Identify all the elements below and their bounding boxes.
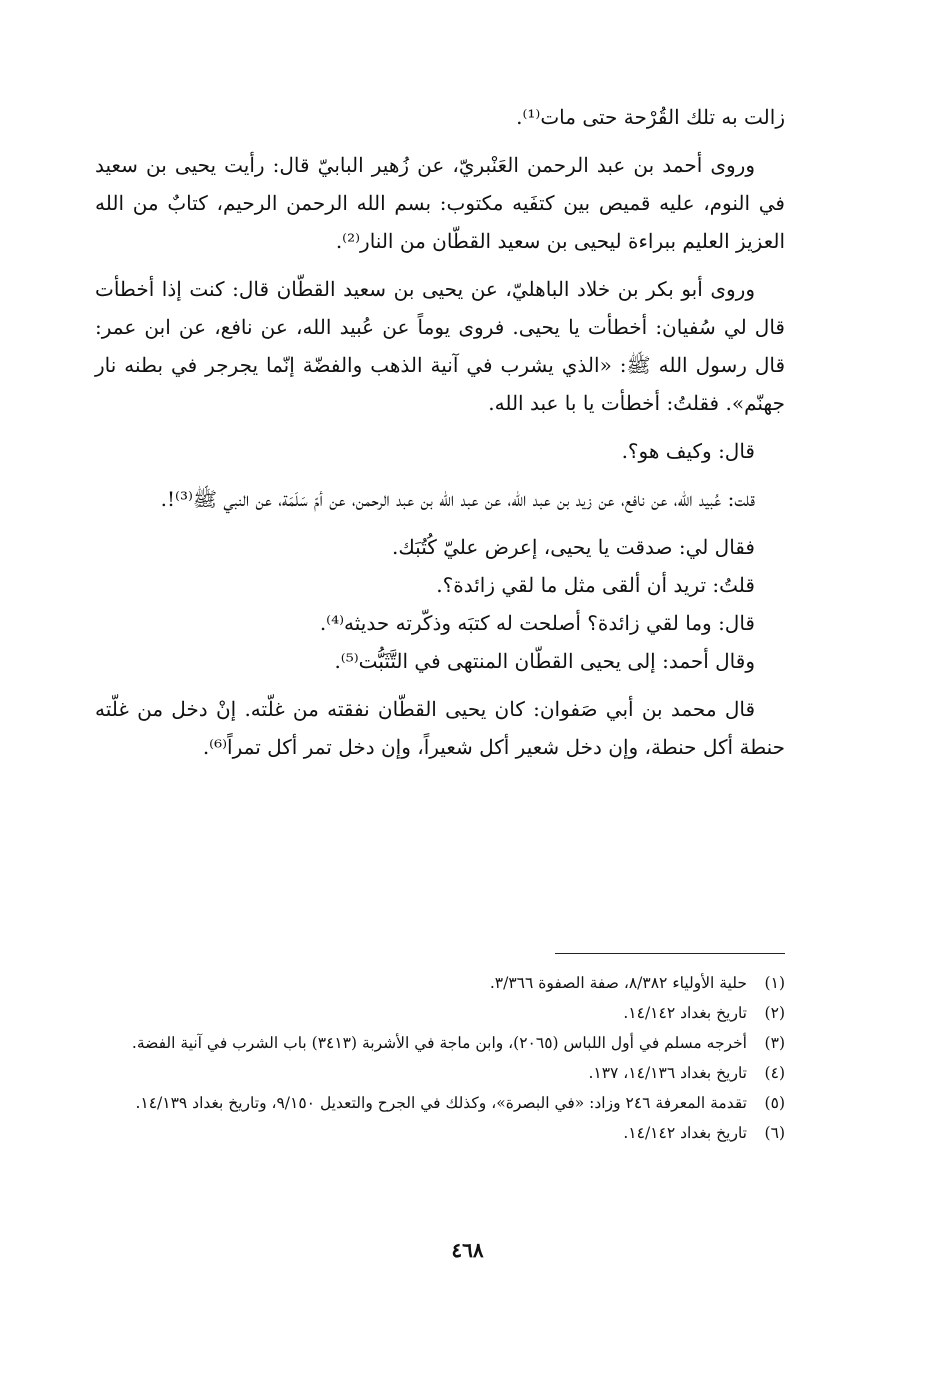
footnote-number: (٦): [764, 1124, 785, 1142]
footnote-text: تاريخ بغداد ١٤/١٤٢.: [623, 1124, 747, 1142]
footnote-6: [95, 1118, 785, 1148]
paragraph-5: قال محمد بن أبي صَفوان: كان يحيى القطّان نفقته من غلّته. إنْ دخل من غلّته حنطة أكل حنطة، وإن دخل شعير أكل شعيراً، وإن دخل تمر أكل تمراً⁽⁶⁾.: [95, 697, 785, 759]
dialogue-line-1: قال: وكيف هو؟.: [621, 439, 755, 463]
footnote-number: (٤): [764, 1064, 785, 1082]
paragraph-1: زالت به تلك القُرْحة حتى مات⁽¹⁾.: [516, 105, 785, 129]
dialogue-line-3: قلتُ: تريد أن ألقى مثل ما لقي زائدة؟.: [436, 573, 755, 597]
dialogue-line-5: وقال أحمد: إلى يحيى القطّان المنتهى في التَّثَبُّت⁽⁵⁾.: [334, 649, 755, 673]
footnote-number: (٣): [764, 1034, 785, 1052]
dialogue-line-4: قال: وما لقي زائدة؟ أصلحت له كتبَه وذكّرته حديثه⁽⁴⁾.: [319, 611, 755, 635]
footnote-3: [95, 1028, 785, 1058]
footnote-text: تاريخ بغداد ١٤/١٤٢.: [623, 1004, 747, 1022]
footnote-separator: [555, 953, 785, 954]
page-number: ٤٦٨: [451, 1238, 484, 1262]
footnote-text: حلية الأولياء ٨/٣٨٢، صفة الصفوة ٣/٣٦٦.: [489, 974, 747, 992]
main-text: [95, 98, 785, 776]
footnote-text: تاريخ بغداد ١٤/١٣٦، ١٣٧.: [588, 1064, 747, 1082]
paragraph-3: وروى أبو بكر بن خلاد الباهليّ، عن يحيى بن سعيد القطّان قال: كنت إذا أخطأت قال لي سُفيان: أخطأت يا يحيى. فروى يوماً عن عُبيد الله، عن نافع، عن ابن عمر: قال رسول الله ﷺ: «الذي يشرب في آنية الذهب والفضّة إنّما يجرجر في بطنه نار جهنّم». فقلتُ: أخطأت يا با عبد الله.: [95, 277, 785, 415]
footnote-4: [95, 1058, 785, 1088]
footnote-2: [95, 998, 785, 1028]
footnote-text: تقدمة المعرفة ٢٤٦ وزاد: «في البصرة»، وكذلك في الجرح والتعديل ٩/١٥٠، وتاريخ بغداد ١٤/١٣٩.: [135, 1094, 747, 1112]
footnote-5: [95, 1088, 785, 1118]
footnote-number: (١): [764, 974, 785, 992]
footnote-number: (٢): [764, 1004, 785, 1022]
dialogue-line-2: فقال لي: صدقت يا يحيى، إعرض عليّ كُتُبَك.: [391, 535, 755, 559]
paragraph-4: قلت: عُبيد الله، عن نافع، عن زيد بن عبد الله، عن عبد الله بن عبد الرحمن، عن أمّ سَلَمَة، عن النبي ﷺ⁽³⁾!.: [160, 487, 755, 511]
footnote-number: (٥): [764, 1094, 785, 1112]
footnotes: [95, 968, 785, 1148]
footnote-text: أخرجه مسلم في أول اللباس (٢٠٦٥)، وابن ماجة في الأشربة (٣٤١٣) باب الشرب في آنية الفضة.: [131, 1034, 747, 1052]
paragraph-2: وروى أحمد بن عبد الرحمن العَنْبريّ، عن زُهير البابيّ قال: رأيت يحيى بن سعيد في النوم، عليه قميص بين كتفَيه مكتوب: بسم الله الرحمن الرحيم، كتابٌ من الله العزيز العليم ببراءة ليحيى بن سعيد القطّان من النار⁽²⁾.: [95, 153, 785, 253]
footnote-1: [95, 968, 785, 998]
